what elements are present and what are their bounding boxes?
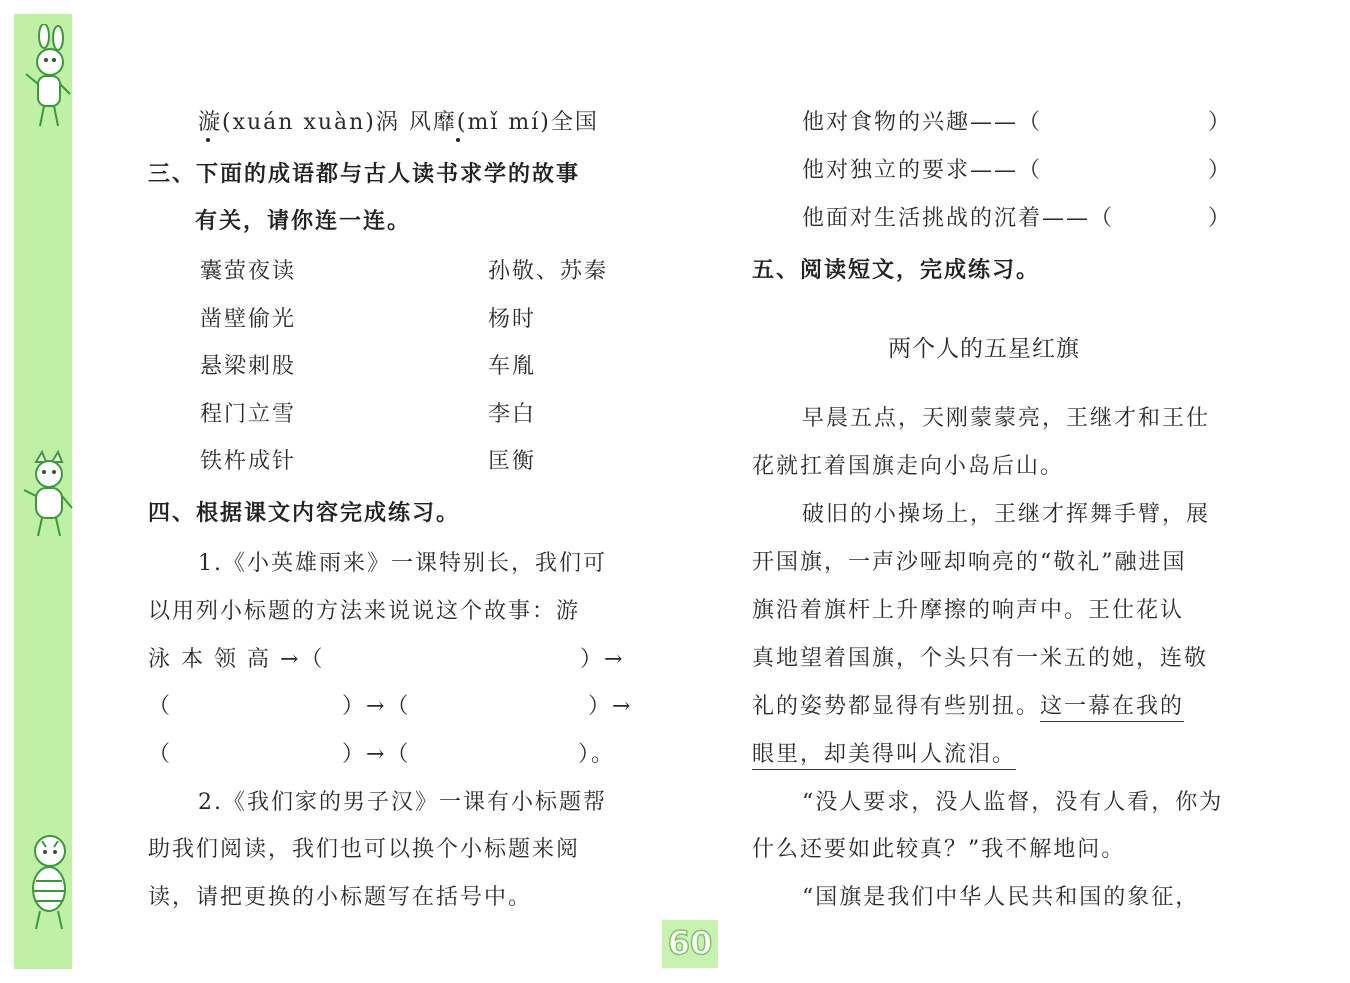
- section-4-title: 四、根据课文内容完成练习。: [148, 501, 461, 526]
- question-2-line: 2.《我们家的男子汉》一课有小标题帮: [198, 790, 607, 815]
- idiom-item: 凿壁偷光: [200, 307, 297, 332]
- section-3-title: 三、下面的成语都与古人读书求学的故事: [148, 162, 581, 187]
- underlined-sentence: 眼里，却美得叫人流泪。: [752, 742, 1016, 770]
- person-item: 匡衡: [488, 449, 537, 474]
- pinyin-line: 漩(xuán xuàn)涡 风靡(mǐ mí)全国: [198, 110, 599, 135]
- section-3-title-cont: 有关，请你连一连。: [195, 209, 412, 234]
- underlined-sentence: 这一幕在我的: [1040, 694, 1184, 722]
- answer-prompt: 他对独立的要求——（: [802, 158, 1043, 183]
- answer-prompt: 他面对生活挑战的沉着——（: [802, 206, 1115, 231]
- answer-blank-arrow: ）→（: [342, 742, 411, 767]
- passage-line: 破旧的小操场上，王继才挥舞手臂，展: [802, 502, 1211, 527]
- answer-blank-end: ）: [1208, 206, 1233, 231]
- tiger-mascot-icon: [22, 825, 74, 935]
- question-1-line: 泳 本 领 高 →（: [148, 647, 325, 672]
- emphasis-dot: [456, 138, 460, 142]
- answer-blank-open: （: [148, 742, 173, 767]
- person-item: 孙敬、苏秦: [488, 259, 609, 284]
- answer-blank-end: ）。: [578, 742, 616, 767]
- answer-blank-end: ）: [1208, 158, 1233, 183]
- answer-prompt: 他对食物的兴趣——（: [802, 110, 1043, 135]
- passage-text: 礼的姿势都显得有些别扭。: [752, 694, 1041, 719]
- passage-line: 旗沿着旗杆上升摩擦的响声中。王仕花认: [752, 598, 1185, 623]
- emphasis-dot: [206, 138, 210, 142]
- answer-blank-end: ）→: [588, 694, 633, 719]
- passage-line: 真地望着国旗，个头只有一米五的她，连敬: [752, 646, 1209, 671]
- page-number-badge: [662, 920, 718, 968]
- question-1-line: 1.《小英雄雨来》一课特别长，我们可: [198, 551, 607, 576]
- passage-line: 早晨五点，天刚蒙蒙亮，王继才和王仕: [802, 406, 1211, 431]
- person-item: 李白: [488, 402, 537, 427]
- answer-blank-arrow: ）→（: [342, 694, 411, 719]
- passage-line: “国旗是我们中华人民共和国的象征，: [802, 885, 1200, 910]
- cat-mascot-icon: [22, 450, 74, 560]
- person-item: 杨时: [488, 307, 537, 332]
- passage-line: “没人要求，没人监督，没有人看，你为: [802, 790, 1224, 815]
- page-number: 60: [667, 924, 713, 962]
- idiom-item: 铁杵成针: [200, 449, 297, 474]
- question-2-line: 读，请把更换的小标题写在括号中。: [148, 885, 533, 910]
- passage-line: 开国旗，一声沙哑却响亮的“敬礼”融进国: [752, 550, 1187, 575]
- rabbit-mascot-icon: [22, 24, 74, 134]
- answer-blank-end: ）: [1208, 110, 1233, 135]
- section-5-title: 五、阅读短文，完成练习。: [752, 258, 1041, 283]
- passage-title: 两个人的五星红旗: [888, 336, 1080, 362]
- passage-line: [752, 737, 1016, 768]
- idiom-item: 程门立雪: [200, 402, 297, 427]
- idiom-item: 悬梁刺股: [200, 354, 297, 379]
- passage-line: 什么还要如此较真？”我不解地问。: [752, 837, 1126, 862]
- question-1-line: 以用列小标题的方法来说说这个故事：游: [148, 599, 581, 624]
- answer-blank-open: （: [148, 694, 173, 719]
- answer-blank-end: ）→: [580, 647, 625, 672]
- passage-line: [752, 689, 1184, 720]
- passage-line: 花就扛着国旗走向小岛后山。: [752, 454, 1065, 479]
- person-item: 车胤: [488, 354, 537, 379]
- question-2-line: 助我们阅读，我们也可以换个小标题来阅: [148, 837, 581, 862]
- idiom-item: 囊萤夜读: [200, 259, 297, 284]
